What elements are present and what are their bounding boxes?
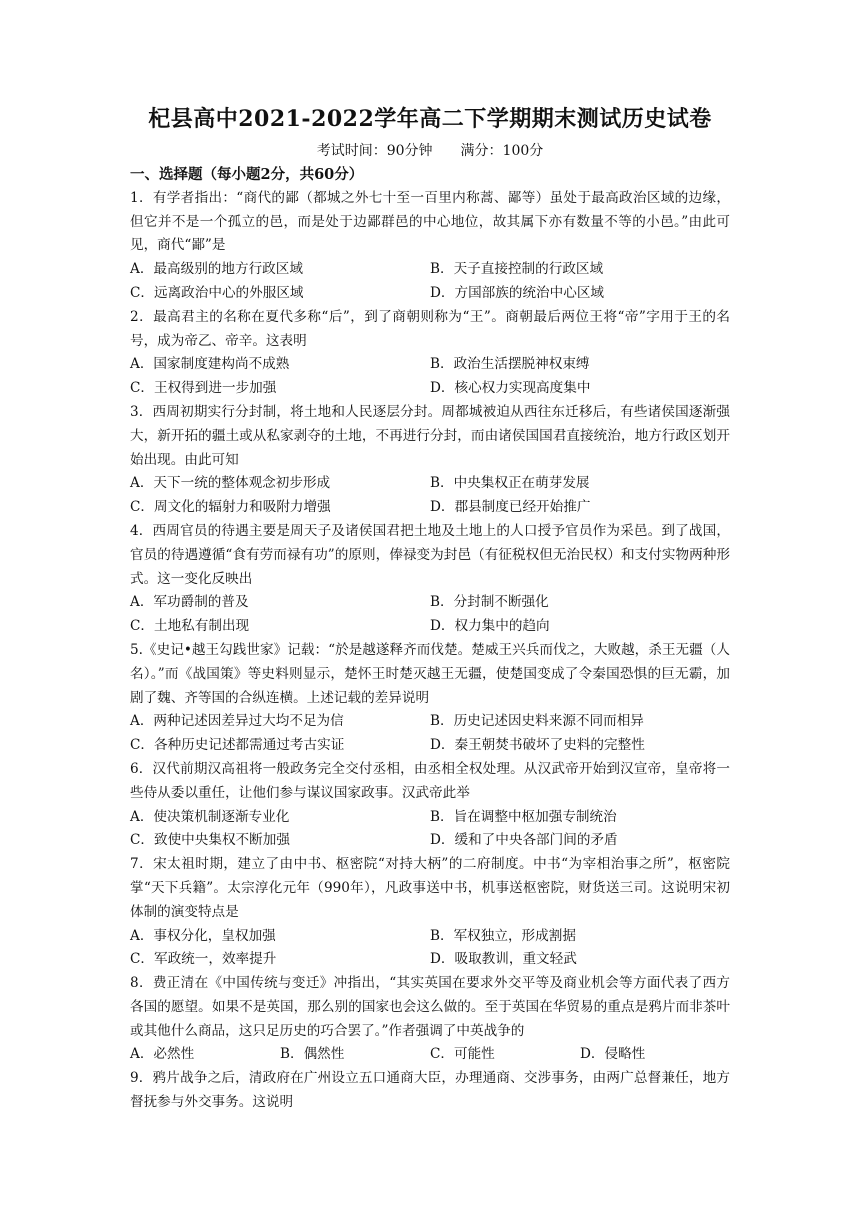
question-stem: 7．宋太祖时期，建立了由中书、枢密院“对持大柄”的二府制度。中书“为宰相治事之所”，枢密院掌“天下兵籍”。太宗淳化元年（990年），凡政事送中书，机事送枢密院，财货送三司。这说明宋初体制的演变特点是	[130, 856, 730, 920]
question-options	[130, 258, 730, 306]
option-c: C．致使中央集权不断加强	[130, 832, 290, 849]
exam-title: 杞县高中2021-2022学年高二下学期期末测试历史试卷	[148, 106, 712, 132]
option-b: B．中央集权正在萌芽发展	[430, 475, 590, 492]
option-d: D．侵略性	[580, 1046, 646, 1063]
option-b: B．政治生活摆脱神权束缚	[430, 356, 590, 373]
option-d: D．缓和了中央各部门间的矛盾	[430, 832, 618, 849]
option-b: B．历史记述因史料来源不同而相异	[430, 713, 644, 730]
option-b: B．军权独立，形成割据	[430, 927, 576, 944]
exam-info	[0, 140, 860, 160]
question-7	[130, 853, 730, 972]
option-a: A．两种记述因差异过大均不足为信	[130, 713, 344, 730]
section-heading: 一、选择题（每小题2分，共60分）	[130, 166, 364, 183]
question-options	[130, 806, 730, 854]
question-options	[130, 353, 730, 401]
question-stem: 6．汉代前期汉高祖将一般政务完全交付丞相，由丞相全权处理。从汉武帝开始到汉宣帝，皇帝将一些侍从委以重任，让他们参与谋议国家政事。汉武帝此举	[130, 760, 730, 801]
question-stem: 5.《史记•越王勾践世家》记载：“於是越遂释齐而伐楚。楚威王兴兵而伐之，大败越，杀王无疆（人名）。”而《战国策》等史料则显示，楚怀王时楚灭越王无疆，使楚国变成了令秦国恐惧的巨无霸，加剧了魏、齐等国的合纵连横。上述记载的差异说明	[130, 641, 730, 706]
question-stem: 3．西周初期实行分封制，将土地和人民逐层分封。周都城被迫从西往东迁移后，有些诸侯国逐渐强大，新开拓的疆土或从私家剥夺的土地，不再进行分封，而由诸侯国国君直接统治，地方行政区划开始出现。由此可知	[130, 403, 730, 468]
option-c: C．土地私有制出现	[130, 618, 250, 635]
question-2	[130, 306, 730, 401]
question-9	[130, 1067, 730, 1115]
question-options	[130, 710, 730, 758]
question-stem: 9．鸦片战争之后，清政府在广州设立五口通商大臣，办理通商、交涉事务，由两广总督兼任，地方督抚参与外交事务。这说明	[130, 1070, 730, 1111]
option-c: C．远离政治中心的外服区域	[130, 284, 304, 301]
option-a: A．国家制度建构尚不成熟	[130, 356, 290, 373]
option-d: D．吸取教训，重文轻武	[430, 951, 577, 968]
question-8	[130, 972, 730, 1067]
option-d: D．郡县制度已经开始推广	[430, 499, 591, 516]
option-a: A．天下一统的整体观念初步形成	[130, 475, 331, 492]
question-6	[130, 758, 730, 853]
option-b: B．旨在调整中枢加强专制统治	[430, 808, 617, 825]
option-a: A．使决策机制逐渐专业化	[130, 808, 290, 825]
option-c: C．王权得到进一步加强	[130, 380, 277, 397]
exam-score: 满分：100分	[460, 143, 544, 159]
option-b: B．分封制不断强化	[430, 594, 549, 611]
question-3	[130, 401, 730, 520]
option-c: C．军政统一，效率提升	[130, 951, 277, 968]
option-a: A．最高级别的地方行政区域	[130, 261, 303, 278]
option-a: A．事权分化，皇权加强	[130, 927, 276, 944]
question-stem: 1．有学者指出：“商代的鄙（都城之外七十至一百里内称蒿、鄙等）虽处于最高政治区域的边缘，但它并不是一个孤立的邑，而是处于边鄙群邑的中心地位，故其属下亦有数量不等的小邑。”由此可见，商代“鄙”是	[130, 189, 730, 254]
option-b: B．偶然性	[280, 1046, 345, 1063]
option-b: B．天子直接控制的行政区域	[430, 261, 604, 278]
option-d: D．秦王朝焚书破坏了史料的完整性	[430, 737, 645, 754]
question-options	[130, 591, 730, 639]
option-d: D．核心权力实现高度集中	[430, 380, 591, 397]
option-c: C．各种历史记述都需通过考古实证	[130, 737, 345, 754]
question-options	[130, 1043, 730, 1067]
exam-time: 考试时间：90分钟	[316, 143, 433, 159]
option-c: C．可能性	[430, 1046, 495, 1063]
exam-content	[130, 163, 730, 1115]
question-5	[130, 639, 730, 758]
question-stem: 8．费正清在《中国传统与变迁》冲指出，“其实英国在要求外交平等及商业机会等方面代表了西方各国的愿望。如果不是英国，那么别的国家也会这么做的。至于英国在华贸易的重点是鸦片而非茶叶或其他什么商品，这只足历史的巧合罢了。”作者强调了中英战争的	[130, 975, 730, 1039]
question-stem: 4．西周官员的待遇主要是周天子及诸侯国君把土地及土地上的人口授予官员作为采邑。到了战国，官员的待遇遵循“食有劳而禄有功”的原则，俸禄变为封邑（有征税权但无治民权）和支付实物两种形式。这一变化反映出	[130, 522, 730, 587]
option-d: D．权力集中的趋向	[430, 618, 550, 635]
question-stem: 2．最高君主的名称在夏代多称“后”，到了商朝则称为“王”。商朝最后两位王将“帝”字用于王的名号，成为帝乙、帝辛。这表明	[130, 308, 730, 349]
question-options	[130, 925, 730, 973]
option-a: A．必然性	[130, 1046, 195, 1063]
option-a: A．军功爵制的普及	[130, 594, 249, 611]
option-c: C．周文化的辐射力和吸附力增强	[130, 499, 331, 516]
question-4	[130, 520, 730, 639]
question-options	[130, 472, 730, 520]
question-1	[130, 187, 730, 306]
option-d: D．方国部族的统治中心区域	[430, 284, 605, 301]
